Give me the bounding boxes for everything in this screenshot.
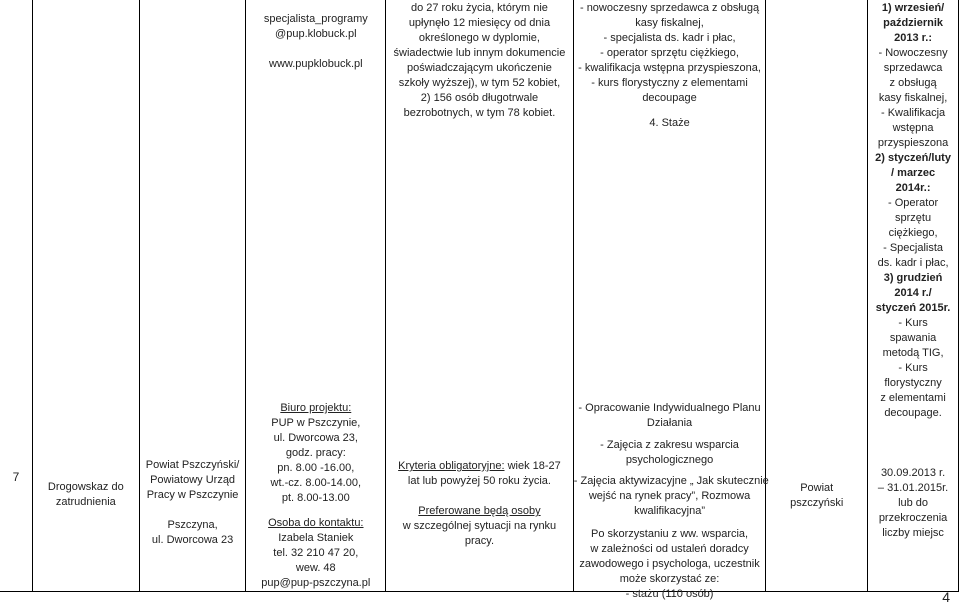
service-name-line: Drogowskaz do [47,481,124,493]
office-line: ul. Dworcowa 23, [273,432,358,444]
followup-line: może skorzystać ze: [619,573,720,585]
schedule-heading: 2014 r./ [894,287,932,299]
schedule-item: decoupage. [884,407,942,419]
schedule-cell [868,0,959,592]
activation-line: kwalifikacyjna” [634,505,705,517]
schedule-item: - Kurs [898,362,928,374]
schedule-heading: 2) styczeń/luty [875,152,951,164]
schedule-heading: 3) grudzień [883,272,943,284]
schedule-item: ciężkiego, [888,227,938,239]
contact-cell [246,0,386,592]
applicant-line: Powiat Pszczyński/ [145,459,240,471]
schedule-item: - Specjalista [883,242,944,254]
target-line: świadectwie lub innym dokumencie [393,47,566,59]
schedule-item: metodą TIG, [882,347,944,359]
criteria-label: Kryteria obligatoryjne: [398,460,505,472]
target-cell [386,0,574,592]
schedule-item: spawania [889,332,937,344]
date-range: przekroczenia [878,512,948,524]
schedule-item: sprzedawca [883,62,943,74]
date-range: – 31.01.2015r. [877,482,949,494]
target-line: bezrobotnych, w tym 78 kobiet. [403,107,556,119]
support-line: - nowoczesny sprzedawca z obsługą [579,2,760,14]
hours-line: wt.-cz. 8.00-14.00, [270,477,362,489]
area-cell [766,0,868,592]
support-line: - kwalifikacja wstępna przyspieszona, [578,62,761,74]
target-line: do 27 roku życia, którym nie [410,2,548,14]
applicant-address: Pszczyna, [167,519,218,531]
area-line: Powiat [800,482,834,494]
schedule-heading: 2013 r.: [894,32,933,44]
schedule-item: florystyczny [884,377,942,389]
contact-email: @pup.klobuck.pl [275,28,357,40]
contact-email: specjalista_programy [263,13,368,25]
support-line: - operator sprzętu ciężkiego, [600,47,739,59]
schedule-item: - Operator [887,197,939,209]
followup-line: w zależności od ustaleń doradcy [590,543,749,555]
schedule-heading: styczeń 2015r. [875,302,951,314]
contact-website: www.pupklobuck.pl [269,58,363,70]
schedule-heading: październik [883,17,944,29]
target-line: określonego w dyplomie, [418,32,540,44]
internships-heading: 4. Staże [649,117,690,129]
hours-label: godz. pracy: [285,447,346,459]
plan-line: Działania [646,417,693,429]
support-cell [573,0,769,600]
support-line: - kurs florystyczny z elementami [591,77,748,89]
date-range: 30.09.2013 r. [880,467,946,479]
plan-line: - Opracowanie Indywidualnego Planu [578,402,761,414]
preferred-line: pracy. [464,535,495,547]
schedule-item: kasy fiskalnej, [878,92,948,104]
applicant-line: Pracy w Pszczynie [146,489,239,501]
row-number: 7 [12,470,20,484]
page-number: 4 [942,589,950,605]
schedule-item: sprzętu [895,212,932,224]
contact-person-label: Osoba do kontaktu: [268,517,364,529]
preferred-line: w szczególnej sytuacji na rynku [402,520,557,532]
schedule-item: wstępna [892,122,934,134]
hours-line: pn. 8.00 -16.00, [277,462,355,474]
applicant-line: Powiatowy Urząd [150,474,236,486]
followup-line: zawodowego i psychologa, uczestnik [579,558,760,570]
applicant-cell [139,0,246,592]
criteria-line [386,459,573,474]
office-line: PUP w Pszczynie, [271,417,361,429]
schedule-item: ds. kadr i płac, [877,257,949,269]
area-line: pszczyński [790,497,844,509]
preferred-label: Preferowane będą osoby [418,505,541,517]
service-cell [32,0,139,592]
schedule-item: z obsługą [889,77,937,89]
contact-phone: tel. 32 210 47 20, [273,547,359,559]
schedule-heading: 1) wrzesień/ [881,2,945,14]
schedule-item: przyspieszona [877,137,949,149]
date-range: liczby miejsc [882,527,944,539]
followup-line: - stażu (110 osób) [625,588,714,600]
hours-line: pt. 8.00-13.00 [281,492,350,504]
target-line: szkoły wyższej), w tym 52 kobiet, [398,77,561,89]
service-name-line2: zatrudnienia [55,496,116,508]
schedule-item: z elementami [880,392,946,404]
activation-line: - Zajęcia aktywizacyjne „ Jak skutecznie [573,475,769,487]
psych-line: psychologicznego [625,454,714,466]
contact-person: Izabela Staniek [278,532,354,544]
contact-extension: wew. 48 [295,562,336,574]
schedule-item: - Nowoczesny [878,47,948,59]
schedule-heading: / marzec [891,167,936,179]
support-line: - specjalista ds. kadr i płac, [603,32,736,44]
date-range: lub do [898,497,929,509]
lp-cell [0,0,32,592]
support-line: kasy fiskalnej, [635,17,704,29]
psych-line: - Zajęcia z zakresu wsparcia [600,439,739,451]
office-label: Biuro projektu: [280,402,352,414]
criteria-line2: lat lub powyżej 50 roku życia. [407,475,551,487]
support-line: decoupage [642,92,697,104]
criteria-text: wiek 18-27 [504,460,561,472]
target-line: 2) 156 osób długotrwale [420,92,539,104]
applicant-address: ul. Dworcowa 23 [151,534,234,546]
schedule-item: - Kwalifikacja [880,107,946,119]
schedule-item: - Kurs [898,317,928,329]
schedule-heading: 2014r.: [895,182,931,194]
followup-line: Po skorzystaniu z ww. wsparcia, [590,528,749,540]
activation-line: wejść na rynek pracy”, Rozmowa [588,490,751,502]
contact-mail: pup@pup-pszczyna.pl [261,577,371,589]
target-line: poświadczającym ukończenie [406,62,552,74]
target-line: upłynęło 12 miesięcy od dnia [408,17,551,29]
